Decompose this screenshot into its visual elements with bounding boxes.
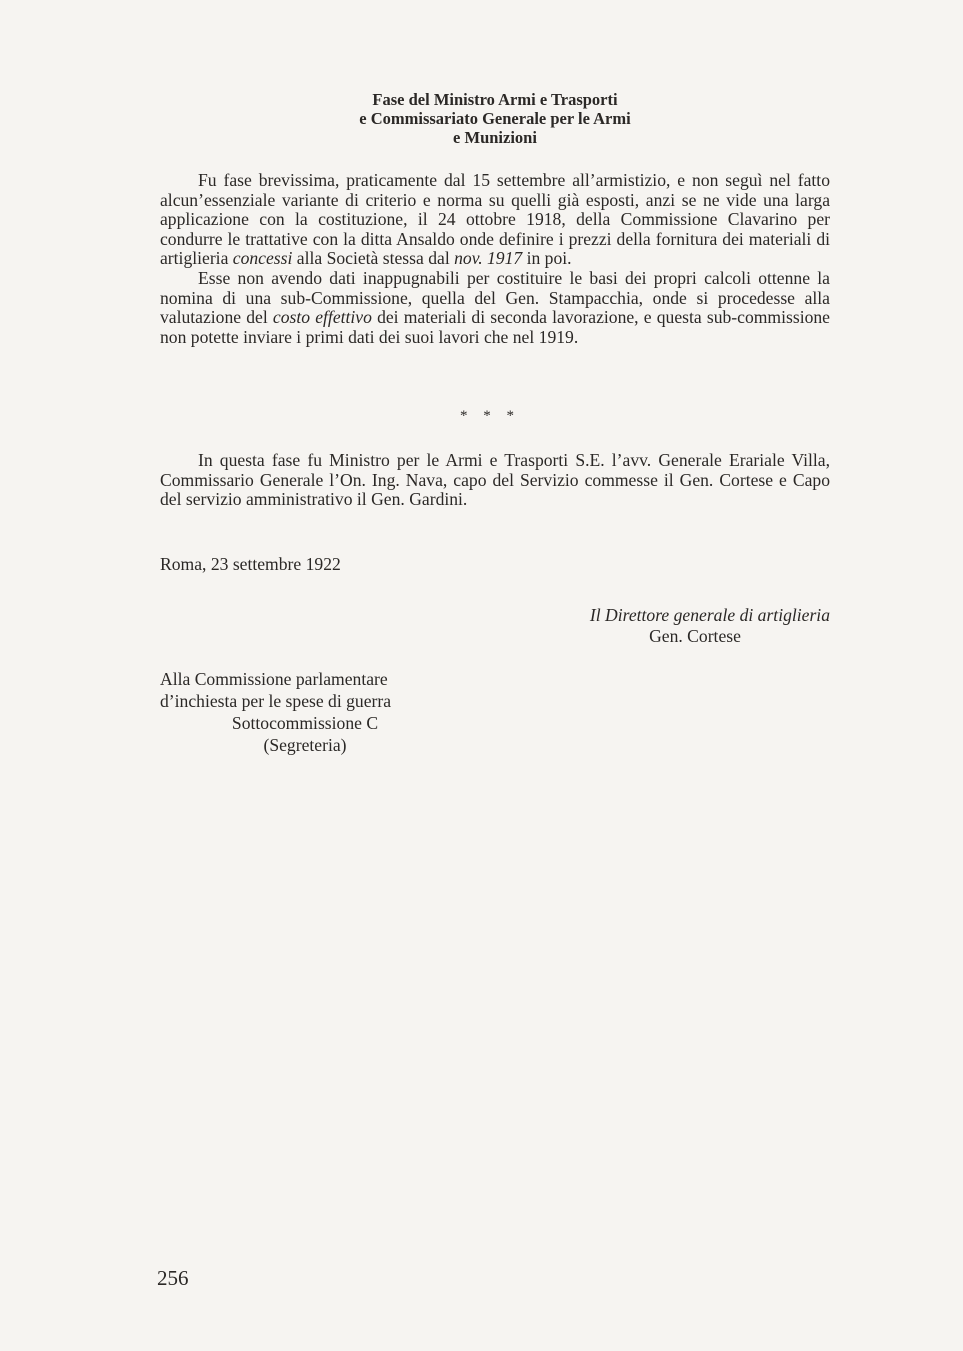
date-line: Roma, 23 settembre 1922 bbox=[160, 554, 341, 574]
paragraph-1-text-b: alla Società stessa dal bbox=[292, 248, 455, 269]
paragraph-1-text-c: in poi. bbox=[522, 248, 572, 269]
signature-block bbox=[480, 605, 830, 647]
paragraph-1-italic-1: concessi bbox=[232, 248, 293, 269]
paragraph-2-italic: costo effettivo bbox=[272, 307, 372, 328]
addressee-line-2: d’inchiesta per le spese di guerra bbox=[160, 691, 392, 711]
title-line-1: Fase del Ministro Armi e Trasporti bbox=[372, 90, 618, 109]
paragraph-3: In questa fase fu Ministro per le Armi e Trasporti S.E. l’avv. Generale Erariale Villa, Commissario Generale l’On. Ing. Nava, capo del Servizio commesse il Gen. Cortese e Capo del servizio amministrativo il Gen. Gardini. bbox=[160, 450, 830, 510]
title-line-2: e Commissariato Generale per le Armi bbox=[359, 109, 631, 128]
paragraph-2-text-a: Esse non avendo dati inappugnabili per costituire le basi dei propri calcoli ottenne la nomina di una sub-Commissione, quella del Gen. Stampacchia, onde si procedesse alla valutazione del bbox=[160, 267, 830, 328]
paragraph-2-text-b: dei materiali di seconda lavorazione, e questa sub-commissione non potette inviare i primi dati dei suoi lavori che nel 1919. bbox=[160, 307, 830, 347]
signature-name: Gen. Cortese bbox=[649, 626, 741, 646]
title-line-3: e Munizioni bbox=[453, 128, 537, 147]
addressee-line-4: (Segreteria) bbox=[263, 735, 347, 755]
addressee-line-3: Sottocommissione C bbox=[231, 713, 379, 733]
section-separator: * * * bbox=[460, 408, 520, 424]
page-number: 256 bbox=[157, 1266, 189, 1290]
paragraph-1-italic-2: nov. 1917 bbox=[454, 248, 523, 269]
signature-role: Il Direttore generale di artiglieria bbox=[589, 605, 830, 625]
body-paragraph-closing bbox=[160, 451, 830, 510]
body-paragraphs bbox=[160, 171, 830, 347]
addressee-block bbox=[160, 668, 480, 756]
paragraph-1 bbox=[160, 171, 830, 269]
paragraph-2 bbox=[160, 269, 830, 347]
addressee-line-1: Alla Commissione parlamentare bbox=[160, 669, 388, 689]
section-title bbox=[300, 90, 690, 147]
paragraph-1-text-a: Fu fase brevissima, praticamente dal 15 settembre all’armistizio, e non seguì nel fatto alcun’essenziale variante di criterio e norma su quelli già esposti, anzi se ne vide una larga applicazione con la costituzione, il 24 ottobre 1918, della Commissione Clavarino per condurre le trattative con la ditta Ansaldo onde definire i prezzi della fornitura dei materiali di artiglieria bbox=[160, 170, 830, 269]
